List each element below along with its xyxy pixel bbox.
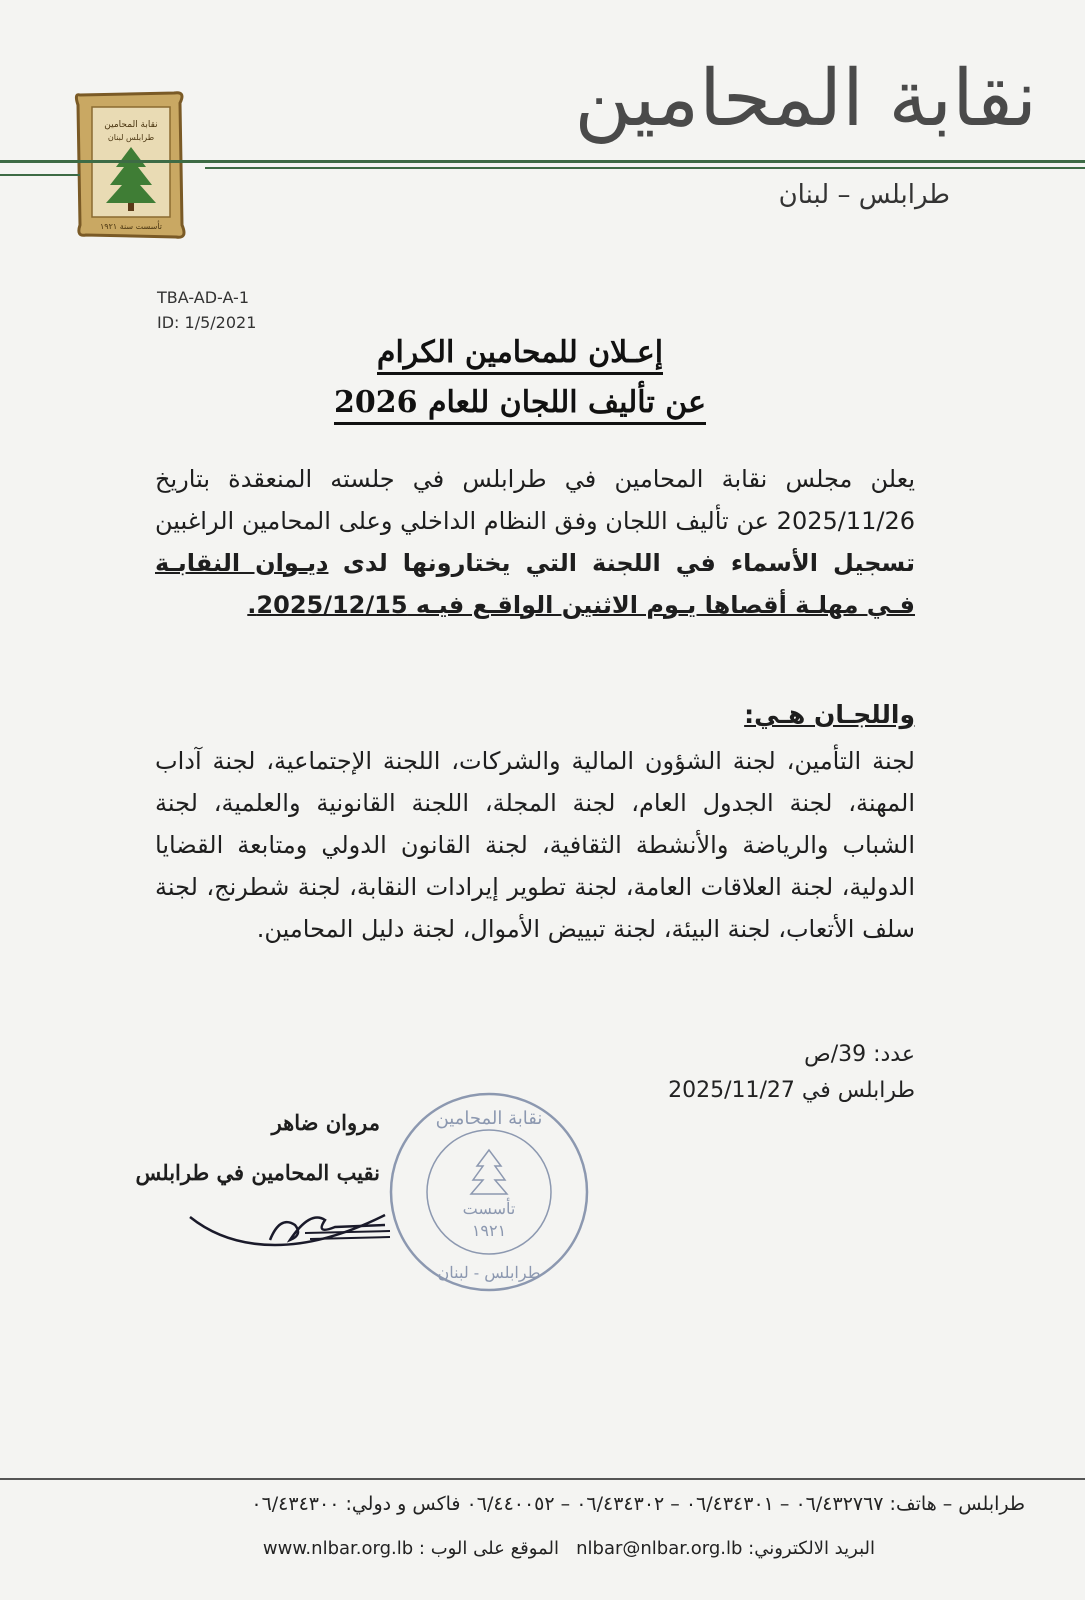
reference-code: TBA-AD-A-1 <box>157 288 249 307</box>
reference-id: ID: 1/5/2021 <box>157 313 257 332</box>
organization-city: طرابلس – لبنان <box>778 180 950 210</box>
deadline-text: ديـوان النقابـة فـي مهلـة أقصاها يـوم الاثنين الواقـع فيـه 2025/12/15. <box>155 549 915 619</box>
intro-bold-text: تسجيل الأسماء في اللجنة التي يختارونها لدى <box>342 549 915 577</box>
handwritten-signature <box>185 1195 405 1265</box>
cedar-tree-icon <box>471 1150 507 1194</box>
intro-text: يعلن مجلس نقابة المحامين في طرابلس في جلسته المنعقدة بتاريخ 2025/11/26 عن تأليف اللجان وفق النظام الداخلي وعلى المحامين الراغبين <box>155 465 915 535</box>
bar-association-logo <box>72 85 190 245</box>
header-rule <box>0 160 1085 163</box>
stamp-founded: تأسست <box>462 1199 516 1218</box>
document-place-date: طرابلس في 2025/11/27 <box>668 1078 915 1103</box>
announcement-title <box>300 335 740 370</box>
signatory-name: مروان ضاهر <box>271 1110 380 1135</box>
header-rule-left <box>0 174 80 176</box>
reference-block <box>157 285 256 335</box>
footer-rule <box>0 1478 1085 1480</box>
header-rule-secondary <box>205 167 1085 169</box>
announcement-subtitle <box>300 385 740 420</box>
committees-list: لجنة التأمين، لجنة الشؤون المالية والشركات، اللجنة الإجتماعية، لجنة آداب المهنة، لجنة الجدول العام، لجنة المجلة، اللجنة القانونية والعلمية، لجنة الشباب والرياضة والأنشطة الثقافية، لجنة القانون الدولي ومتابعة القضايا الدولية، لجنة العلاقات العامة، لجنة تطوير إيرادات النقابة، لجنة شطرنج، لجنة سلف الأتعاب، لجنة البيئة، لجنة تبييض الأموال، لجنة دليل المحامين. <box>155 747 915 943</box>
logo-text-bottom: تأسست سنة ١٩٢١ <box>99 222 163 231</box>
footer-web-link[interactable]: www.nlbar.org.lb <box>262 1538 414 1559</box>
announcement-title-text: إعـلان للمحامين الكرام <box>377 335 663 375</box>
footer-contacts <box>263 1538 875 1559</box>
stamp-year: ١٩٢١ <box>471 1221 507 1240</box>
announcement-subtitle-text: عن تأليف اللجان للعام 2026 <box>334 385 706 425</box>
footer-email-label: البريد الالكتروني: <box>748 1538 875 1559</box>
signatory-title: نقيب المحامين في طرابلس <box>135 1160 380 1185</box>
footer-web-label: الموقع على الوب : <box>418 1538 559 1559</box>
official-stamp <box>387 1090 592 1295</box>
footer-email-link[interactable]: nlbar@nlbar.org.lb <box>576 1538 743 1559</box>
footer-phones: طرابلس – هاتف: ٠٦/٤٣٢٧٦٧ – ٠٦/٤٣٤٣٠١ – ٠٦/٤٣٤٣٠٢ – ٠٦/٤٤٠٠٥٢ فاكس و دولي: ٠٦/٤٣٤٣٠٠ <box>251 1493 1025 1515</box>
intro-paragraph <box>155 458 915 626</box>
committees-heading: واللجـان هـي: <box>744 700 915 729</box>
organization-title: نقابة المحامين <box>574 54 1037 144</box>
stamp-text-top: نقابة المحامين <box>435 1108 543 1129</box>
logo-text-sub: طرابلس لبنان <box>107 133 155 142</box>
document-number: عدد: 39/ص <box>804 1042 915 1067</box>
logo-text-top: نقابة المحامين <box>104 120 158 130</box>
stamp-text-bottom: طرابلس - لبنان <box>437 1263 541 1282</box>
